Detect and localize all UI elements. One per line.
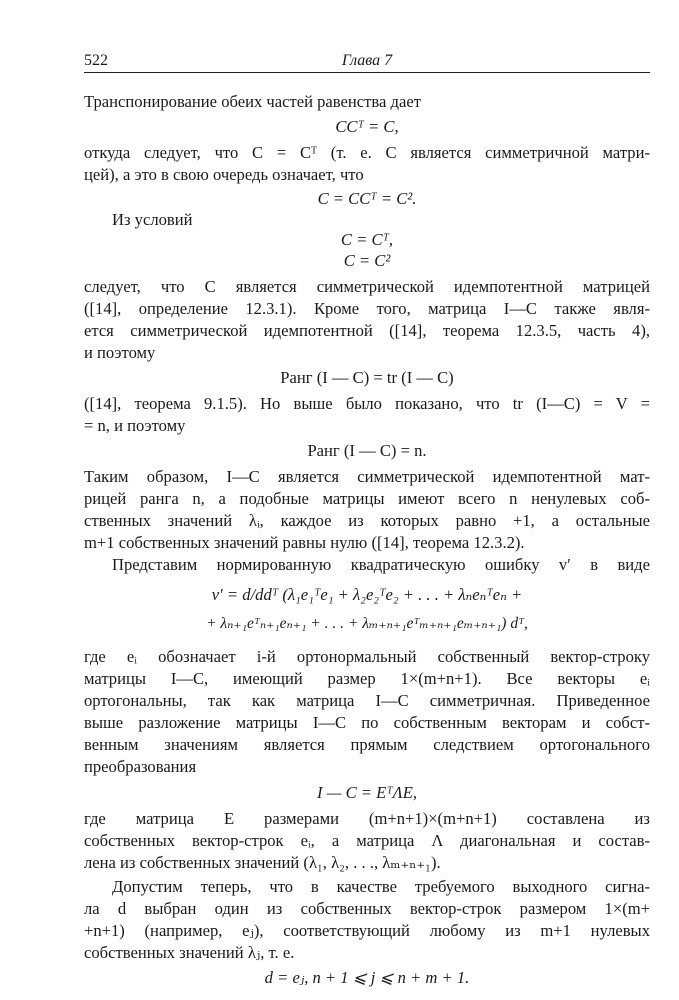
equation: Ранг (I — C) = tr (I — C) [280,368,454,387]
text-line: ортогональны, так как матрица I—C симметричная. Приведенное [84,691,650,710]
page-number: 522 [84,52,108,69]
equation: d = eⱼ, n + 1 ⩽ j ⩽ n + m + 1. [264,968,470,987]
running-header [84,52,650,73]
text-line: ла d выбран один из собственных вектор-строк размером 1×(m+ [84,899,650,918]
text-line: матрицы I—C, имеющий размер 1×(m+n+1). Все векторы eᵢ [84,669,650,688]
equation: + λₙ₊₁eᵀₙ₊₁eₙ₊₁ + . . . + λₘ₊ₙ₊₁eᵀₘ₊ₙ₊₁eₘ₊ₙ₊₁) dᵀ, [206,615,528,632]
text-line: цей), а это в свою очередь означает, что [84,165,364,184]
text-line: Таким образом, I—C является симметрической идемпотентной мат- [84,467,650,486]
text-line: Транспонирование обеих частей равенства дает [84,92,421,111]
text-line: Из условий [112,210,193,229]
text-line: Допустим теперь, что в качестве требуемого выходного сигна- [112,877,650,896]
text-line: собственных вектор-строк eᵢ, а матрица Λ диагональная и состав- [84,831,650,850]
text-line: ется симметрической идемпотентной ([14], теорема 12.3.5, часть 4), [84,321,650,340]
text-line: m+1 собственных значений равны нулю ([14], теорема 12.3.2). [84,533,525,552]
chapter-title: Глава 7 [341,52,393,69]
text-line: собственных значений λⱼ, т. е. [84,943,295,962]
text-line: = n, и поэтому [84,416,186,435]
text-line: лена из собственных значений (λ₁, λ₂, . . ., λₘ₊ₙ₊₁). [84,853,441,872]
text-line: следует, что C является симметрической идемпотентной матрицей [84,277,650,296]
equation: C = CCᵀ = C². [317,189,417,208]
equation: C = C² [343,251,391,270]
equation: Ранг (I — C) = n. [307,441,427,460]
equation: I — C = EᵀΛE, [317,783,417,802]
text-line: Представим нормированную квадратическую ошибку v′ в виде [112,555,650,574]
equation: CCᵀ = C, [335,117,399,136]
text-line: ([14], теорема 9.1.5). Но выше было показано, что tr (I—C) = V = [84,394,650,413]
text-line: венным значениям является прямым следствием ортогонального [84,735,650,754]
text-line: ственных значений λᵢ, каждое из которых равно +1, а остальные [84,511,650,530]
text-line: выше разложение матрицы I—C по собственным векторам и собст- [84,713,650,732]
text-line: где eᵢ обозначает i-й ортонормальный собственный вектор-строку [84,647,650,666]
text-line: рицей ранга n, а подобные матрицы имеют всего n ненулевых соб- [84,489,650,508]
text-line: и поэтому [84,343,156,362]
text-line: преобразования [84,757,197,776]
text-line: ([14], определение 12.3.1). Кроме того, матрица I—C также явля- [84,299,650,318]
text-line: где матрица E размерами (m+n+1)×(m+n+1) составлена из [84,809,650,828]
equation: v′ = d/ddᵀ (λ₁e₁ᵀe₁ + λ₂e₂ᵀe₂ + . . . + λₙeₙᵀeₙ + [211,585,523,604]
text-line: откуда следует, что C = Cᵀ (т. е. C является симметричной матри- [84,143,650,162]
equation: C = Cᵀ, [340,230,394,249]
text-line: +n+1) (например, eⱼ), соответствующий любому из m+1 нулевых [84,921,650,940]
